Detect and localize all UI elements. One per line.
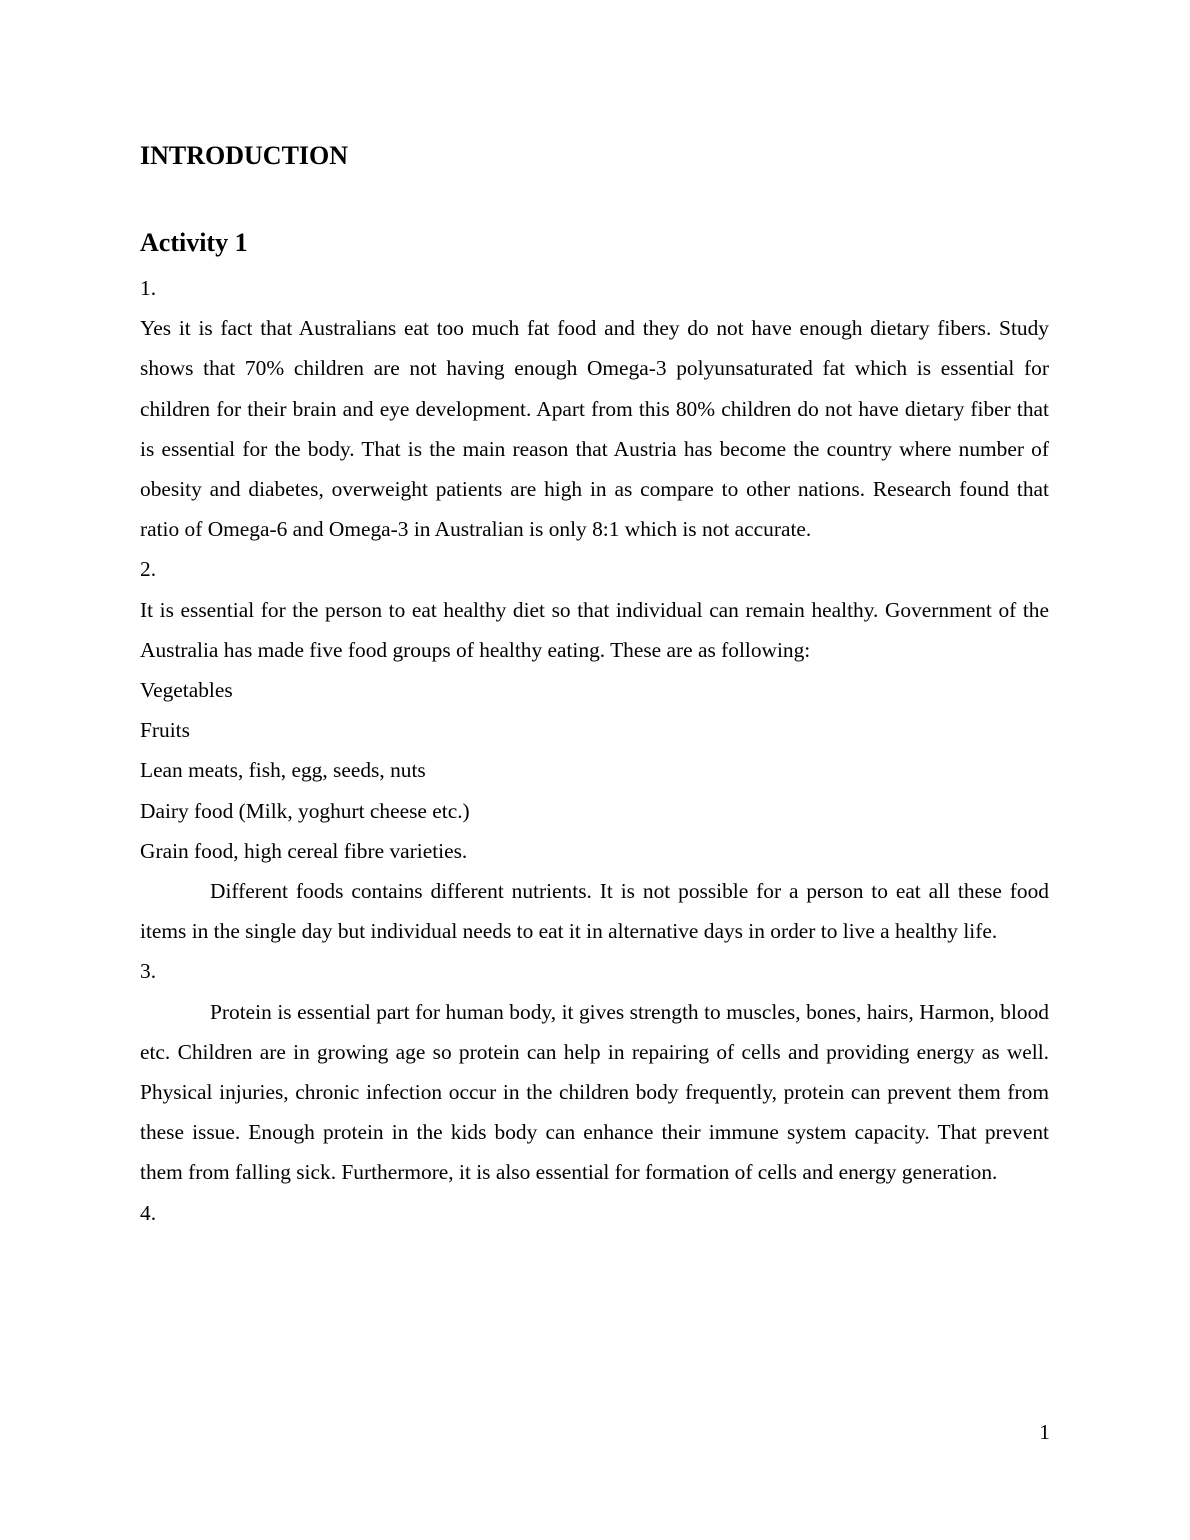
activity-title: Activity 1 <box>140 228 248 257</box>
section-2-paragraph: It is essential for the person to eat healthy diet so that individual can remain healthy. Government of the Australia has made five food groups of healthy eating. These are as following: <box>140 597 1049 662</box>
page-number: 1 <box>1039 1420 1050 1444</box>
section-2-number: 2. <box>140 557 157 582</box>
section-2-closing-paragraph: Different foods contains different nutrients. It is not possible for a person to eat all these food items in the single day but individual needs to eat it in alternative days in order to live a healthy life. <box>140 879 1049 944</box>
section-3-number: 3. <box>140 959 157 984</box>
food-group-item: Grain food, high cereal fibre varieties. <box>140 838 468 863</box>
section-1-number: 1. <box>140 276 157 300</box>
food-group-item: Lean meats, fish, egg, seeds, nuts <box>140 758 426 783</box>
food-group-item: Vegetables <box>140 678 233 703</box>
section-3-paragraph: Protein is essential part for human body, it gives strength to muscles, bones, hairs, Harmon, blood etc. Children are in growing age so protein can help in repairing of cells and providing energy as well. Physical injuries, chronic infection occur in the children body frequently, protein can prevent them from these issue. Enough protein in the kids body can enhance their immune system capacity. That prevent them from falling sick. Furthermore, it is also essential for formation of cells and energy generation. <box>140 999 1049 1185</box>
food-group-item: Fruits <box>140 718 190 743</box>
introduction-heading: INTRODUCTION <box>140 141 349 170</box>
section-4-number: 4. <box>140 1200 157 1225</box>
document-body <box>140 268 1049 1233</box>
section-1-paragraph: Yes it is fact that Australians eat too much fat food and they do not have enough dietary fibers. Study shows that 70% children are not having enough Omega-3 polyunsaturated fat which is essential for children for their brain and eye development. Apart from this 80% children do not have dietary fiber that is essential for the body. That is the main reason that Austria has become the country where number of obesity and diabetes, overweight patients are high in as compare to other nations. Research found that ratio of Omega-6 and Omega-3 in Australian is only 8:1 which is not accurate. <box>140 316 1049 542</box>
food-group-item: Dairy food (Milk, yoghurt cheese etc.) <box>140 798 470 823</box>
